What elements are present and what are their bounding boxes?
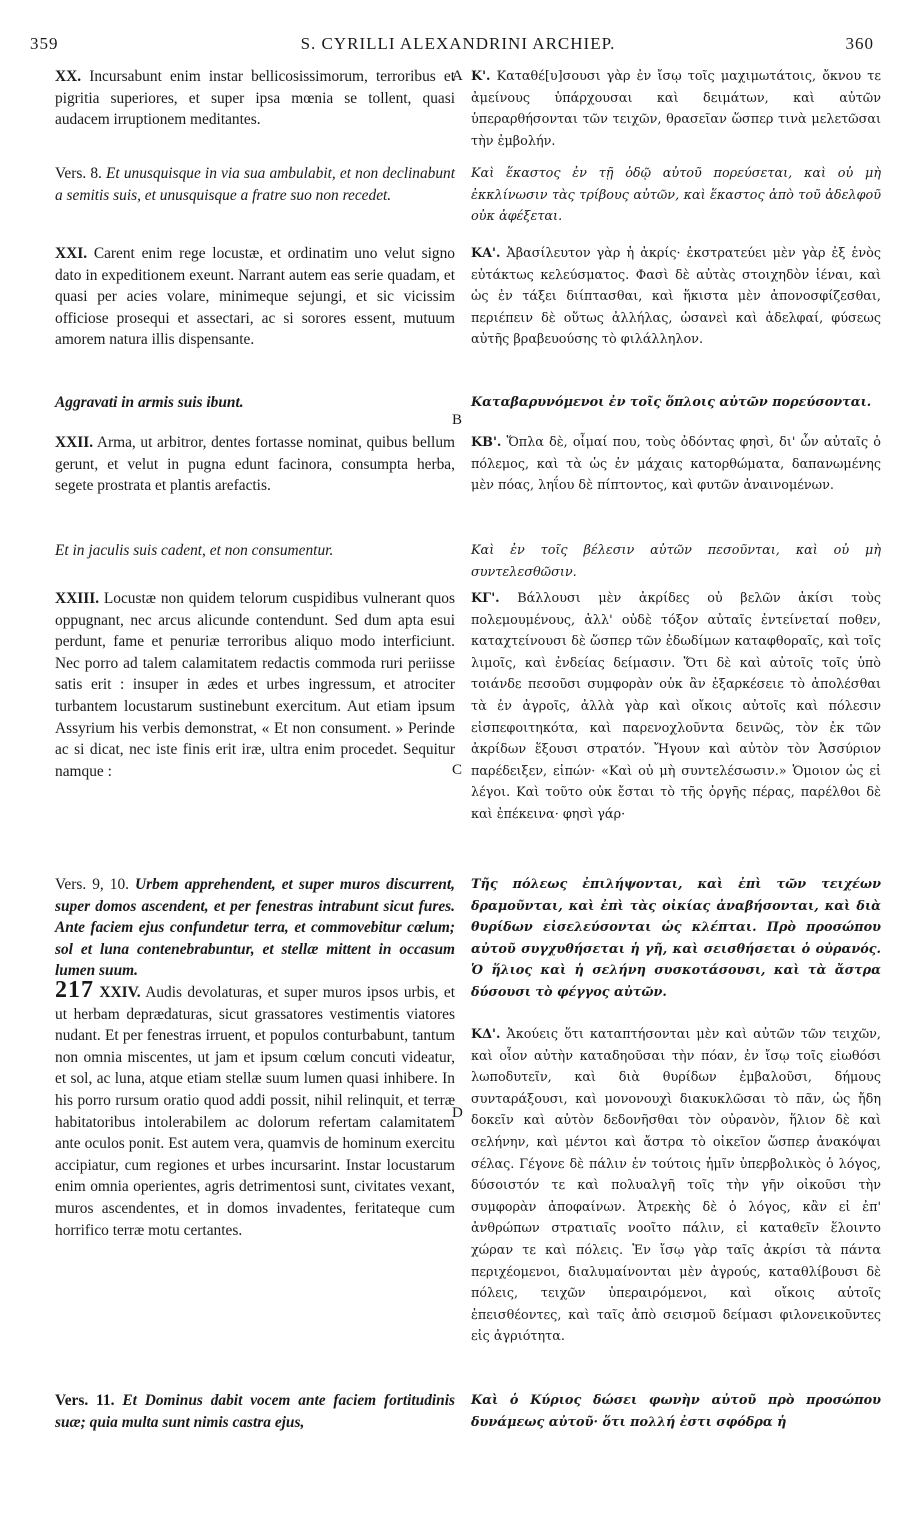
- verse-text: Τῆς πόλεως ἐπιλήψονται, καὶ ἐπὶ τῶν τειχέων δραμοῦνται, καὶ ἐπὶ τὰς οἰκίας ἀναβήσονται, καὶ διὰ θυρίδων εἰσελεύσονται ὡς κλέπται. Πρὸ προσώπου αὐτοῦ συγχυθήσεται ἡ γῆ, καὶ σεισθήσεται ὁ οὐρανός. Ὁ ἥλιος καὶ ἡ σελήνη συσκοτάσουσι, καὶ τὰ ἄστρα δύσουσι τὸ φέγγος αὐτῶν.: [471, 877, 881, 1000]
- verse-text: Aggravati in armis suis ibunt.: [55, 394, 244, 411]
- verse-text: Urbem apprehendent, et super muros discurrent, super domos ascendent, et per fenestras intrabunt sicut fures. Ante faciem ejus confundetur terra, et commovebitur cœlum; sol et luna contenebrabuntur, et stellæ mittent in occasum lumen suum.: [55, 876, 455, 980]
- latin-text: Incursabunt enim instar bellicosissimorum, terroribus et pigritia superiores, et super ipsa mœnia se tollent, quasi audacem irruptionem meditantes.: [55, 68, 455, 129]
- latin-para-21: [55, 243, 455, 351]
- page-number-left: 359: [30, 34, 59, 53]
- greek-verse-8b: [471, 392, 881, 414]
- latin-text: Carent enim rege locustæ, et ordinatim uno velut signo dato in expeditionem exeunt. Narrant autem eas serie quadam, et quasi per acies volare, minimeque sejungi, et sic vicissim officiose prosequi et assectari, ac si sorores essent, mutuum amorem natura illis dispensante.: [55, 245, 455, 349]
- margin-letter-c: C: [452, 762, 463, 778]
- section-number: XXIII.: [55, 590, 100, 607]
- greek-verse-11: [471, 1390, 881, 1433]
- verse-text: Et unusquisque in via sua ambulabit, et non declinabunt a semitis suis, et unusquisque a fratre suo non recedet.: [55, 165, 456, 204]
- greek-text: Βάλλουσι μὲν ἀκρίδες οὐ βελῶν ἀκίσι τοὺς πολεμουμένους, ἀλλ' οὐδὲ τόξον αὐταῖς ἐντείνεταί ποθεν, καταχτείνουσι δὲ ὥσπερ τῶν ἐδωδίμων καταφθοραῖς, καὶ τοῖς λιμοῖς, καὶ ἐνδείας δείμασιν. Ὅτι δὲ καὶ αὐτοῖς τοῖς ὑπὸ τοιάνδε πεσοῦσι συμφορὰν οὐκ ἂν ἐξαρκέσειε τὸ ἀπολέσθαι τὰ ἐν ἀγροῖς, ἀλλὰ γὰρ καὶ οἴκοις αὐτοῖς καὶ πόλεσιν εἰσπεφοιτηκότα, καὶ παρενοχλοῦντα δεινῶς, τὸν ἐκ τῶν ἀκρίδων ἕξουσι στρατόν. Ἤγουν καὶ αὐτὸν τὸν Ἀσσύριον παρέδειξεν, εἰπών· «Καὶ οὐ μὴ συντελέσωσιν.» Ὁμοιον ὡς εἰ λέγοι. Καὶ τοῦτο οὐκ ἔσται τὸ τῆς ὀργῆς πέρας, παρέλθοι δὲ καὶ ἐπέκεινα· φησὶ γάρ·: [471, 591, 882, 822]
- column-number: 217: [55, 977, 94, 1003]
- greek-para-24: [471, 1024, 881, 1348]
- greek-text: Ἀβασίλευτον γὰρ ἡ ἀκρίς· ἐκστρατεύει μὲν γὰρ ἐξ ἑνὸς εὐτάκτως κελεύσματος. Φασὶ δὲ αὐτὰς στοιχηδὸν ἰέναι, καὶ ὡς ἐν τάξει διίπτασθαι, καὶ ἥκιστα μὲν ἀπονοσφίζεσθαι, περιέπειν δὲ οὕτως ἀλλήλας, ὡσανεὶ καὶ ἀδελφαί, φύσεως αὐτῆς βραβευούσης τὸ φιλάλληλον.: [471, 246, 881, 348]
- running-title: S. CYRILLI ALEXANDRINI ARCHIEP.: [300, 34, 616, 53]
- section-number: XX.: [55, 68, 82, 85]
- latin-verse-8c: [55, 540, 455, 562]
- verse-text: Et Dominus dabit vocem ante faciem fortitudinis suæ; quia multa sunt nimis castra ejus,: [55, 1392, 456, 1431]
- section-number: XXIV.: [99, 984, 141, 1001]
- section-number: ΚΓ'.: [471, 591, 500, 606]
- margin-letter-b: B: [452, 412, 463, 428]
- latin-text: Arma, ut arbitror, dentes fortasse nominat, quibus bellum gerunt, et velut in pugna edunt facinora, consumpta herba, segete prostrata et plantis arefactis.: [55, 434, 455, 495]
- latin-verse-9-10: [55, 874, 455, 982]
- latin-text: Locustæ non quidem telorum cuspidibus vulnerant quos oppugnant, nec arcus alicunde contendunt. Sed dum apta esui perdunt, fame et penuriæ terroribus aliquo modo interficiunt. Nec porro ad talem calamitatem redactis commoda ruri periisse satis erit : insuper in ædes et urbes ingressum, et atrociter turbantem locustarum sustinebunt exercitum. Aut etiam ipsum Assyrium his verbis demonstrat, « Et non consument. » Perinde ac si dicat, nec iste finis erit iræ, ultra enim procedet. Sequitur namque :: [55, 590, 455, 780]
- verse-label: Vers. 8.: [55, 165, 102, 182]
- greek-para-22: [471, 432, 881, 497]
- latin-para-23: [55, 588, 455, 782]
- section-number: XXII.: [55, 434, 94, 451]
- verse-text: Et in jaculis suis cadent, et non consumentur.: [55, 542, 334, 559]
- greek-text: Ὅπλα δὲ, οἶμαί που, τοὺς ὀδόντας φησὶ, δι' ὧν αὐταῖς ὁ πόλεμος, καὶ τὰ ὡς ἐν μάχαις κατορθώματα, δαπανωμένης μὲν πόας, ληΐου δὲ πίπτοντος, καὶ φυτῶν ἀναινομένων.: [471, 435, 881, 494]
- greek-verse-9-10: [471, 874, 881, 1004]
- page-header: [20, 34, 896, 58]
- latin-verse-11: [55, 1390, 455, 1433]
- section-number: ΚΒ'.: [471, 435, 502, 450]
- verse-label: Vers. 11.: [55, 1392, 115, 1409]
- greek-text: Ἀκούεις ὅτι καταπτήσονται μὲν καὶ αὐτῶν τῶν τειχῶν, καὶ οἷον αὐτὴν καταδηοῦσαι τὴν πόαν, ἐν ἴσῳ τοῖς εἰωθόσι λωποδυτεῖν, καὶ διὰ θυρίδων ἐμβαλοῦσι, δήμους συνταράξουσι, καὶ μονονουχὶ διακυκλῶσαι τὸ πᾶν, ὡς ἤδη δοκεῖν καὶ αὐτὸν δεδονῆσθαι τὸν οὐρανὸν, ἥλιον δὲ καὶ σελήνην, καὶ μέντοι καὶ ἄστρα τὸ οἰκεῖον ὥσπερ ἀνακόψαι σέλας. Γέγονε δὲ πάλιν ἐν τούτοις ἡμῖν ὑπερβολικὸς ὁ λόγος, δύσοιστόν τε καὶ πολυαλγῆ τοῖς τὴν γῆν οἰκοῦσι τὴν συμφορὰν ἀποφαίνων. Ἀτρεκὴς δὲ ὁ λόγος, κἂν εἰ ἐπ' ἀνθρώπων στρατιαῖς νοοῖτο πάλιν, εἰ καταθεῖν ἕλοιντο χώραν τε καὶ πόλεις. Ἐν ἴσῳ γὰρ ταῖς ἀκρίσι τὰ πάντα περιχέομενοι, διαλυμαίνονται μὲν ἀγρούς, καταθλίβουσι δὲ πόλεις, τειχῶν ὑπεραιρόμενοι, καὶ οἴκοις αὐτοῖς ἐπεισθέοντες, καὶ ταῖς ἀπὸ σεισμοῦ δείμασι φιλονεικοῦντες εἰς ἀγριότητα.: [471, 1027, 881, 1345]
- section-number: ΚΔ'.: [471, 1027, 501, 1042]
- verse-text: Καταβαρυνόμενοι ἐν τοῖς ὅπλοις αὐτῶν πορεύσονται.: [471, 395, 872, 410]
- latin-para-24: [55, 977, 455, 1241]
- verse-text: Καὶ ἕκαστος ἐν τῇ ὁδῷ αὐτοῦ πορεύσεται, καὶ οὐ μὴ ἐκκλίνωσιν τὰς τρίβους αὐτῶν, καὶ ἕκαστος ἀπὸ τοῦ ἀδελφοῦ οὐκ ἀφέξεται.: [471, 166, 881, 225]
- greek-para-23: [471, 588, 881, 826]
- section-number: Κ'.: [471, 69, 491, 84]
- latin-para-22: [55, 432, 455, 497]
- greek-para-20: [471, 66, 881, 152]
- margin-letter-d: D: [452, 1105, 463, 1121]
- latin-para-20: [55, 66, 455, 131]
- margin-letter-a: A: [452, 68, 463, 84]
- greek-verse-8c: [471, 540, 881, 583]
- greek-text: Καταθέ[υ]σουσι γὰρ ἐν ἴσῳ τοῖς μαχιμωτάτοις, ὄκνου τε ἀμείνους ὑπάρχουσαι καὶ δειμάτων, καὶ αὐτῶν ὑπεραρθήσονται τῶν τειχῶν, θρασεῖαν ὥσπερ τινὰ μελετῶσαι τὴν ἐμβολήν.: [471, 69, 881, 149]
- section-number: ΚΑ'.: [471, 246, 501, 261]
- latin-verse-8: [55, 163, 455, 206]
- greek-verse-8: [471, 163, 881, 228]
- verse-text: Καὶ ὁ Κύριος δώσει φωνὴν αὐτοῦ πρὸ προσώπου δυνάμεως αὐτοῦ· ὅτι πολλή ἐστι σφόδρα ἡ: [471, 1393, 881, 1430]
- latin-verse-8b: [55, 392, 455, 414]
- verse-label: Vers. 9, 10.: [55, 876, 130, 893]
- section-number: XXI.: [55, 245, 88, 262]
- page-number-right: 360: [845, 34, 874, 53]
- latin-text: Audis devolaturas, et super muros ipsos urbis, et ut herbam deprædaturas, sicut grassatores vestimentis viatores nudant. Et per fenestras irruent, et populos conturbabunt, tantum non omnia miscentes, ut jam et ipsum cœlum concuti videatur, et sol, ac luna, atque etiam stellæ suum lumen quasi inhibere. In his porro rursum oratio quod addi possit, nihil relinquit, et terræ habitatoribus intolerabilem ac dolorum refertam calamitatem ante oculos ponit. Est autem vera, quamvis de hominum exercitu accipiatur, cum regiones et urbes incursarint. Instar locustarum enim omnia operientes, agris detrimentosi sunt, civitates vexant, muros ascendentes, et in domos invadentes, feritateque cum horrifico terræ motu certantes.: [55, 984, 455, 1239]
- verse-text: Καὶ ἐν τοῖς βέλεσιν αὐτῶν πεσοῦνται, καὶ οὐ μὴ συντελεσθῶσιν.: [471, 543, 881, 580]
- greek-para-21: [471, 243, 881, 351]
